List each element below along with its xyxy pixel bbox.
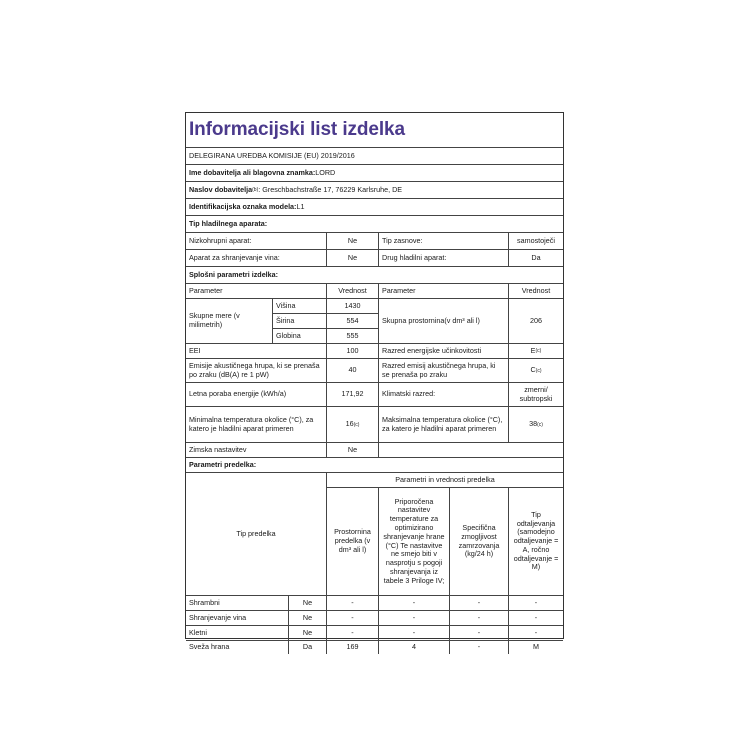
other-appliance-value: Da [508, 249, 563, 266]
appliance-type-heading: Tip hladilnega aparata: [186, 215, 563, 232]
regulation-text: DELEGIRANA UREDBA KOMISIJE (EU) 2019/2016 [189, 150, 355, 160]
design-type-value: samostoječi [508, 232, 563, 249]
low-noise-label: Nizkohrupni aparat: [186, 232, 326, 249]
compartment-row-volume: - [326, 595, 378, 610]
noise-class-value: C [530, 365, 536, 375]
compartment-row-temp: - [378, 595, 449, 610]
compartment-col-freeze: Specifična zmogljivost zamrzovanja (kg/24 h) [449, 487, 508, 595]
compartment-row-defrost: - [508, 610, 563, 625]
compartment-type-header: Tip predelka [186, 472, 326, 595]
general-col-value-right: Vrednost [508, 283, 563, 298]
low-noise-value: Ne [326, 232, 378, 249]
total-volume-label: Skupna prostornina(v dm³ ali l) [378, 298, 508, 343]
compartment-row-present: Da [288, 640, 326, 654]
depth-label: Globina [272, 328, 326, 343]
general-col-param-right: Parameter [378, 283, 508, 298]
compartment-row-volume: - [326, 610, 378, 625]
climate-class-value: zmerni/ subtropski [508, 382, 563, 406]
min-temp-value: 16 [345, 419, 354, 429]
compartment-row-volume: - [326, 625, 378, 640]
supplier-address-value: : Greschbachstraße 17, 76229 Karlsruhe, DE [258, 184, 403, 194]
supplier-name-label: Ime dobavitelja ali blagovna znamka: [189, 167, 316, 177]
max-temp-cell: 38 (c) [508, 406, 563, 442]
width-value: 554 [326, 313, 378, 328]
winter-setting-label: Zimska nastavitev [186, 442, 326, 457]
max-temp-value: 38 [529, 419, 538, 429]
model-id-label: Identifikacijska oznaka modela: [189, 201, 297, 211]
noise-class-cell: C (c) [508, 358, 563, 382]
depth-value: 555 [326, 328, 378, 343]
dimensions-label: Skupne mere (v milimetrih) [186, 298, 272, 343]
compartment-row-defrost: - [508, 595, 563, 610]
compartment-params-heading: Parametri predelka: [186, 457, 563, 472]
general-params-heading: Splošni parametri izdelka: [186, 266, 563, 283]
energy-class-cell: E (c) [508, 343, 563, 358]
compartment-row-present: Ne [288, 595, 326, 610]
total-volume-value: 206 [508, 298, 563, 343]
compartment-col-temp: Priporočena nastavitev temperature za optimizirano shranjevanje hrane (°C) Te nastavitve ne smejo biti v nasprotju s pogoji shranjevanja iz tabele 3 Priloge IV; [378, 487, 449, 595]
width-label: Širina [272, 313, 326, 328]
noise-label: Emisije akustičnega hrupa, ki se prenaša po zraku (dB(A) re 1 pW) [186, 358, 326, 382]
compartment-group-header: Parametri in vrednosti predelka [326, 472, 563, 487]
compartment-row-name: Shrambni [186, 595, 288, 610]
climate-class-label: Klimatski razred: [378, 382, 508, 406]
energy-class-value: E [530, 345, 536, 355]
compartment-row-volume: 169 [326, 640, 378, 654]
compartment-row-name: Sveža hrana [186, 640, 288, 654]
design-type-label: Tip zasnove: [378, 232, 508, 249]
compartment-row-freeze: - [449, 595, 508, 610]
supplier-name-value: LORD [315, 167, 336, 177]
compartment-row-freeze: - [449, 625, 508, 640]
compartment-row-present: Ne [288, 625, 326, 640]
compartment-row-freeze: - [449, 640, 508, 654]
info-grid-tail [186, 147, 563, 638]
compartment-col-volume: Prostornina predelka (v dm³ ali l) [326, 487, 378, 595]
compartment-row-name: Shranjevanje vina [186, 610, 288, 625]
height-label: Višina [272, 298, 326, 313]
product-information-sheet [185, 112, 564, 652]
height-value: 1430 [326, 298, 378, 313]
model-id-value: L1 [296, 201, 305, 211]
noise-class-label: Razred emisij akustičnega hrupa, ki se prenaša po zraku [378, 358, 508, 382]
general-col-param-left: Parameter [186, 283, 326, 298]
compartment-row-defrost: M [508, 640, 563, 654]
eei-value: 100 [326, 343, 378, 358]
general-col-value-left: Vrednost [326, 283, 378, 298]
compartment-row-present: Ne [288, 610, 326, 625]
sheet-title: Informacijski list izdelka [189, 119, 405, 140]
compartment-row-name: Kletni [186, 625, 288, 640]
min-temp-label: Minimalna temperatura okolice (°C), za katero je hladilni aparat primeren [186, 406, 326, 442]
noise-value: 40 [326, 358, 378, 382]
other-appliance-label: Drug hladilni aparat: [378, 249, 508, 266]
wine-storage-value: Ne [326, 249, 378, 266]
supplier-address-label: Naslov dobavitelja [189, 184, 253, 194]
wine-storage-label: Aparat za shranjevanje vina: [186, 249, 326, 266]
compartment-row-freeze: - [449, 610, 508, 625]
winter-setting-value: Ne [326, 442, 378, 457]
compartment-row-defrost: - [508, 625, 563, 640]
min-temp-cell: 16 (c) [326, 406, 378, 442]
eei-label: EEI [186, 343, 326, 358]
energy-class-label: Razred energijske učinkovitosti [378, 343, 508, 358]
compartment-row-temp: 4 [378, 640, 449, 654]
compartment-col-defrost: Tip odtaljevanja (samodejno odtaljevanje = A, ročno odtaljevanje = M) [508, 487, 563, 595]
compartment-row-temp: - [378, 625, 449, 640]
compartment-row-temp: - [378, 610, 449, 625]
supplier-address-row: Naslov dobavitelja (b) : Greschbachstraße 17, 76229 Karlsruhe, DE [186, 181, 563, 198]
max-temp-label: Maksimalna temperatura okolice (°C), za katero je hladilni aparat primeren [378, 406, 508, 442]
annual-energy-label: Letna poraba energije (kWh/a) [186, 382, 326, 406]
annual-energy-value: 171,92 [326, 382, 378, 406]
